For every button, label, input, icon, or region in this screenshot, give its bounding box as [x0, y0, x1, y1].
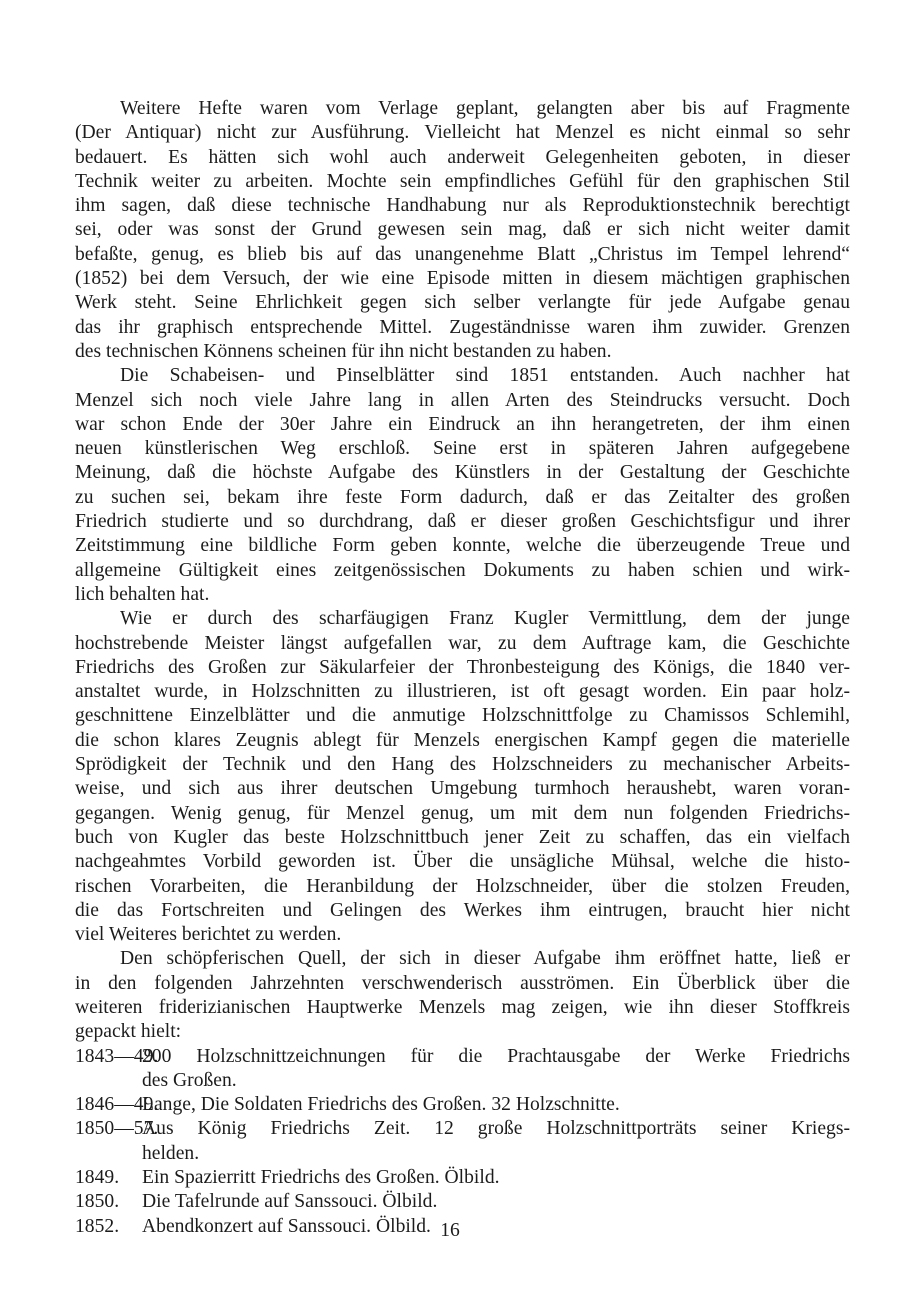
text-line: buch von Kugler das beste Holzschnittbuch jener Zeit zu schaffen, das ein vielfach: [75, 826, 850, 848]
text-line: hochstrebende Meister längst aufgefallen war, zu dem Auftrage kam, die Geschichte: [75, 632, 850, 654]
list-item: [75, 1093, 850, 1117]
work-description: [142, 1190, 850, 1214]
page-text: [75, 97, 850, 1239]
text-line: neuen künstlerischen Weg erschloß. Seine erst in späteren Jahren aufgegebene: [75, 438, 850, 460]
text-line: des Großen.: [142, 1069, 237, 1091]
text-line: des technischen Könnens scheinen für ihn nicht bestanden zu haben.: [75, 340, 612, 362]
text-line: rischen Vorarbeiten, die Heranbildung der Holzschneider, über die stolzen Freuden,: [75, 875, 850, 897]
text-line: Die Schabeisen- und Pinselblätter sind 1851 entstanden. Auch nachher hat: [120, 365, 850, 387]
text-line: helden.: [142, 1142, 200, 1164]
text-line: gepackt hielt:: [75, 1021, 182, 1043]
paragraph: [75, 364, 850, 607]
text-line: Aus König Friedrichs Zeit. 12 große Holzschnittporträts seiner Kriegs-: [142, 1118, 850, 1140]
text-line: zu suchen sei, bekam ihre feste Form dadurch, daß er das Zeitalter des großen: [75, 486, 850, 508]
text-line: 200 Holzschnittzeichnungen für die Prachtausgabe der Werke Friedrichs: [142, 1045, 850, 1067]
text-line: Den schöpferischen Quell, der sich in dieser Aufgabe ihm eröffnet hatte, ließ er: [120, 948, 850, 970]
text-line: in den folgenden Jahrzehnten verschwenderisch ausströmen. Ein Überblick über die: [75, 972, 850, 994]
text-line: Sprödigkeit der Technik und den Hang des Holzschneiders zu mechanischer Arbeits-: [75, 754, 850, 776]
text-line: Abendkonzert auf Sanssouci. Ölbild.: [142, 1215, 431, 1237]
text-line: Meinung, daß die höchste Aufgabe des Künstlers in der Gestaltung der Geschichte: [75, 462, 850, 484]
text-line: weise, und sich aus ihrer deutschen Umgebung turmhoch heraushebt, waren voran-: [75, 778, 850, 800]
list-item: [75, 1117, 850, 1166]
body-paragraphs: [75, 97, 850, 1045]
work-years: 1852.: [75, 1215, 120, 1237]
text-line: sei, oder was sonst der Grund gewesen sein mag, daß er sich nicht weiter damit: [75, 219, 850, 241]
text-line: Ein Spazierritt Friedrichs des Großen. Ölbild.: [142, 1167, 500, 1189]
work-description: [142, 1166, 850, 1190]
text-line: die schon klares Zeugnis ablegt für Menzels energischen Kampf gegen die materielle: [75, 729, 850, 751]
text-line: Friedrichs des Großen zur Säkularfeier der Thronbesteigung des Königs, die 1840 ver-: [75, 656, 850, 678]
text-line: weiteren friderizianischen Hauptwerke Menzels mag zeigen, wie ihn dieser Stoffkreis: [75, 996, 850, 1018]
text-line: ihm sagen, daß diese technische Handhabung nur als Reproduktionstechnik berechtigt: [75, 195, 850, 217]
text-line: Menzel sich noch viele Jahre lang in allen Arten des Steindrucks versucht. Doch: [75, 389, 850, 411]
paragraph: [75, 947, 850, 1044]
work-years: 1843—49.: [75, 1045, 159, 1067]
work-description: [142, 1117, 850, 1166]
text-line: viel Weiteres berichtet zu werden.: [75, 924, 342, 946]
text-line: Weitere Hefte waren vom Verlage geplant, gelangten aber bis auf Fragmente: [120, 98, 850, 119]
text-line: geschnittene Einzelblätter und die anmutige Holzschnittfolge zu Chamissos Schlemihl,: [75, 705, 850, 727]
text-line: die das Fortschreiten und Gelingen des Werkes ihm eintrugen, braucht hier nicht: [75, 899, 850, 921]
text-line: Zeitstimmung eine bildliche Form geben konnte, welche die überzeugende Treue und: [75, 535, 850, 557]
list-item: [75, 1166, 850, 1190]
work-description: [142, 1045, 850, 1094]
work-years: 1850.: [75, 1191, 120, 1213]
text-line: bedauert. Es hätten sich wohl auch anderweit Gelegenheiten geboten, in dieser: [75, 146, 850, 168]
list-item: [75, 1045, 850, 1094]
text-line: befaßte, genug, es blieb bis auf das unangenehme Blatt „Christus im Tempel lehrend“: [75, 243, 850, 265]
work-description: [142, 1093, 850, 1117]
text-line: Technik weiter zu arbeiten. Mochte sein empfindliches Gefühl für den graphischen Stil: [75, 170, 850, 192]
text-line: anstaltet wurde, in Holzschnitten zu illustrieren, ist oft gesagt worden. Ein paar holz-: [75, 681, 850, 703]
text-line: war schon Ende der 30er Jahre ein Eindruck an ihn herangetreten, der ihm einen: [75, 413, 850, 435]
text-line: lich behalten hat.: [75, 583, 210, 605]
work-years: 1846—49.: [75, 1094, 159, 1116]
text-line: allgemeine Gültigkeit eines zeitgenössischen Dokuments zu haben schien und wirk-: [75, 559, 850, 581]
page-number: 16: [440, 1220, 460, 1241]
text-line: gegangen. Wenig genug, für Menzel genug, um mit dem nun folgenden Friedrichs-: [75, 802, 850, 824]
work-years: 1849.: [75, 1167, 120, 1189]
text-line: Werk steht. Seine Ehrlichkeit gegen sich selber verlangte für jede Aufgabe genau: [75, 292, 850, 314]
work-years: 1850—57.: [75, 1118, 159, 1140]
list-item: [75, 1190, 850, 1214]
paragraph: [75, 607, 850, 947]
text-line: (1852) bei dem Versuch, der wie eine Episode mitten in diesem mächtigen graphischen: [75, 268, 850, 290]
text-line: Friedrich studierte und so durchdrang, daß er dieser großen Geschichtsfigur und ihrer: [75, 511, 850, 533]
text-line: nachgeahmtes Vorbild geworden ist. Über die unsägliche Mühsal, welche die histo-: [75, 851, 850, 873]
text-line: Wie er durch des scharfäugigen Franz Kugler Vermittlung, dem der junge: [120, 608, 850, 630]
text-line: das ihr graphisch entsprechende Mittel. Zugeständnisse waren ihm zuwider. Grenzen: [75, 316, 850, 338]
text-line: (Der Antiquar) nicht zur Ausführung. Vielleicht hat Menzel es nicht einmal so sehr: [75, 122, 850, 144]
text-line: Die Tafelrunde auf Sanssouci. Ölbild.: [142, 1191, 438, 1213]
text-line: Lange, Die Soldaten Friedrichs des Großen. 32 Holzschnitte.: [142, 1094, 620, 1116]
works-list: [75, 1045, 850, 1239]
paragraph: [75, 97, 850, 364]
